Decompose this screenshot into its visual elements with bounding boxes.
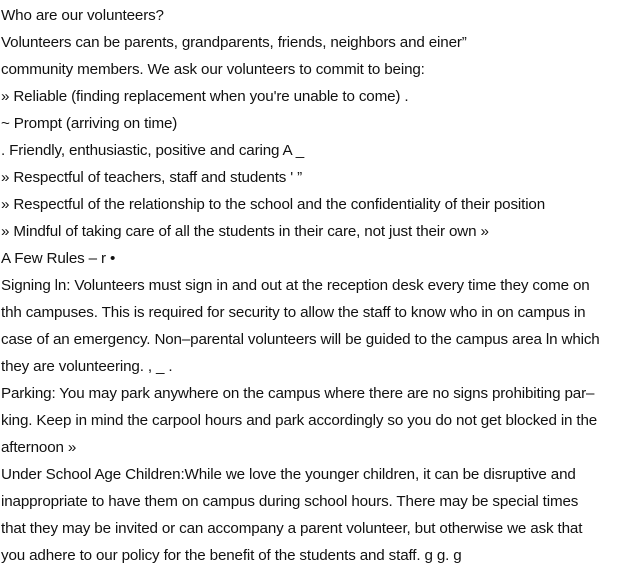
text-line: Volunteers can be parents, grandparents, friends, neighbors and einer” — [1, 34, 467, 51]
text-line: Under School Age Children:While we love the younger children, it can be disruptive and — [1, 466, 576, 483]
text-line: case of an emergency. Non–parental volunteers will be guided to the campus area ln which — [1, 331, 600, 348]
heading-rules: A Few Rules – r • — [1, 250, 116, 267]
text-line: Signing ln: Volunteers must sign in and out at the reception desk every time they come on — [1, 277, 590, 294]
text-line: community members. We ask our volunteers to commit to being: — [1, 61, 425, 78]
text-line: that they may be invited or can accompany a parent volunteer, but otherwise we ask that — [1, 520, 583, 537]
text-line: afternoon » — [1, 439, 77, 456]
text-line: you adhere to our policy for the benefit of the students and staff. g g. g — [1, 547, 462, 564]
text-line: Parking: You may park anywhere on the campus where there are no signs prohibiting par– — [1, 385, 595, 402]
heading-volunteers: Who are our volunteers? — [1, 7, 164, 24]
list-item-prompt: ~ Prompt (arriving on time) — [1, 115, 178, 132]
list-item-mindful: » Mindful of taking care of all the students in their care, not just their own » — [1, 223, 489, 240]
list-item-reliable: » Reliable (finding replacement when you're unable to come) . — [1, 88, 409, 105]
text-line: thh campuses. This is required for security to allow the staff to know who in on campus in — [1, 304, 586, 321]
text-line: they are volunteering. , _ . — [1, 358, 173, 375]
list-item-respectful-teachers: » Respectful of teachers, staff and students ' ” — [1, 169, 303, 186]
list-item-friendly: . Friendly, enthusiastic, positive and caring A _ — [1, 142, 305, 159]
list-item-respectful-relationship: » Respectful of the relationship to the school and the confidentiality of their position — [1, 196, 546, 213]
text-line: inappropriate to have them on campus during school hours. There may be special times — [1, 493, 579, 510]
text-line: king. Keep in mind the carpool hours and park accordingly so you do not get blocked in the — [1, 412, 598, 429]
